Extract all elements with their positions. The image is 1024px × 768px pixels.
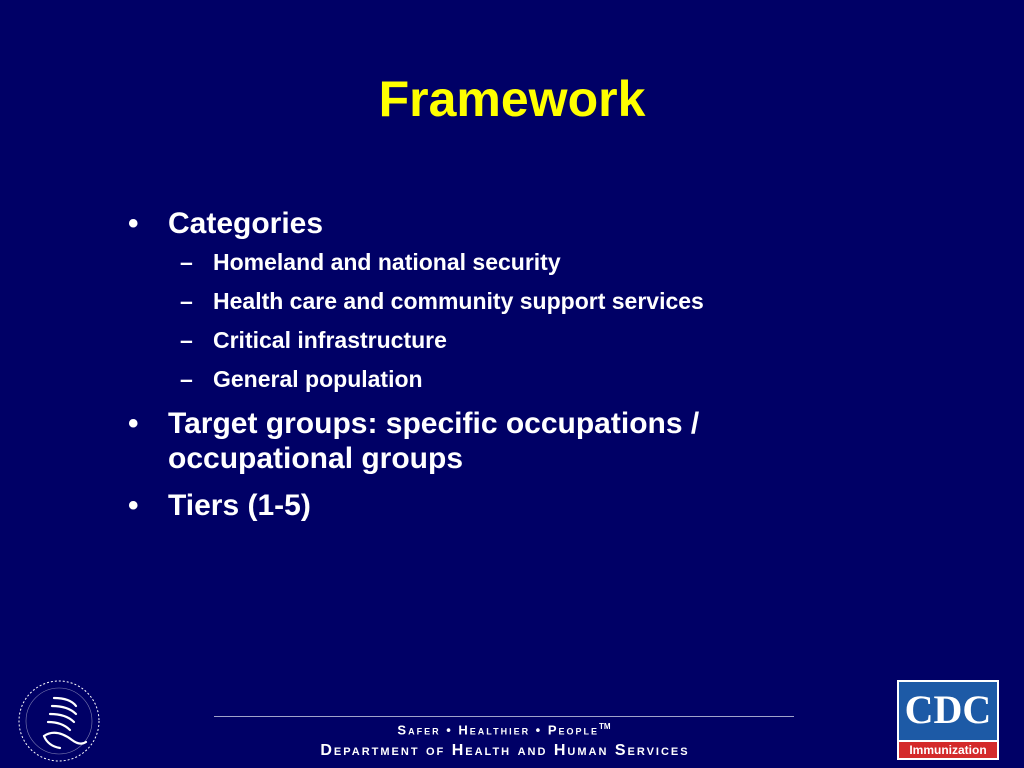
sub-bullet-marker: – xyxy=(180,366,193,392)
sub-bullet-text: Homeland and national security xyxy=(213,249,561,275)
bullet-marker: • xyxy=(128,207,139,240)
sub-bullet-item xyxy=(128,325,848,355)
footer-divider xyxy=(214,716,794,717)
footer-tagline xyxy=(214,722,794,737)
slide-title: Framework xyxy=(378,71,646,127)
bullet-text: Tiers (1-5) xyxy=(168,489,311,522)
trademark-mark: TM xyxy=(599,722,611,731)
cdc-logo-panel xyxy=(899,682,997,740)
bullet-item xyxy=(128,488,848,523)
bullet-item xyxy=(128,406,848,476)
bullet-text: Categories xyxy=(168,207,324,240)
eagle-icon xyxy=(44,698,86,748)
sub-bullet-item xyxy=(128,364,848,394)
sub-bullet-marker: – xyxy=(180,288,193,314)
tagline-text: Safer • Healthier • People xyxy=(397,722,600,738)
sub-bullet-marker: – xyxy=(180,249,193,275)
cdc-logo-subtitle: Immunization xyxy=(899,742,997,758)
bullet-text: Target groups: specific occupations / occupational groups xyxy=(168,407,700,475)
bullet-item xyxy=(128,206,848,241)
bullet-marker: • xyxy=(128,407,139,440)
sub-bullet-text: Health care and community support services xyxy=(213,288,704,314)
bullet-marker: • xyxy=(128,489,139,522)
sub-bullet-item xyxy=(128,247,848,277)
hhs-seal-logo xyxy=(14,676,104,766)
sub-bullet-marker: – xyxy=(180,327,193,353)
seal-ring xyxy=(19,681,99,761)
cdc-logo xyxy=(897,680,999,760)
sub-bullet-item xyxy=(128,286,848,316)
footer-department: Department of Health and Human Services xyxy=(320,742,690,759)
cdc-logo-text: CDC xyxy=(904,687,992,732)
sub-bullet-text: Critical infrastructure xyxy=(213,327,447,353)
sub-bullet-text: General population xyxy=(213,366,423,392)
bullet-list xyxy=(128,206,848,529)
